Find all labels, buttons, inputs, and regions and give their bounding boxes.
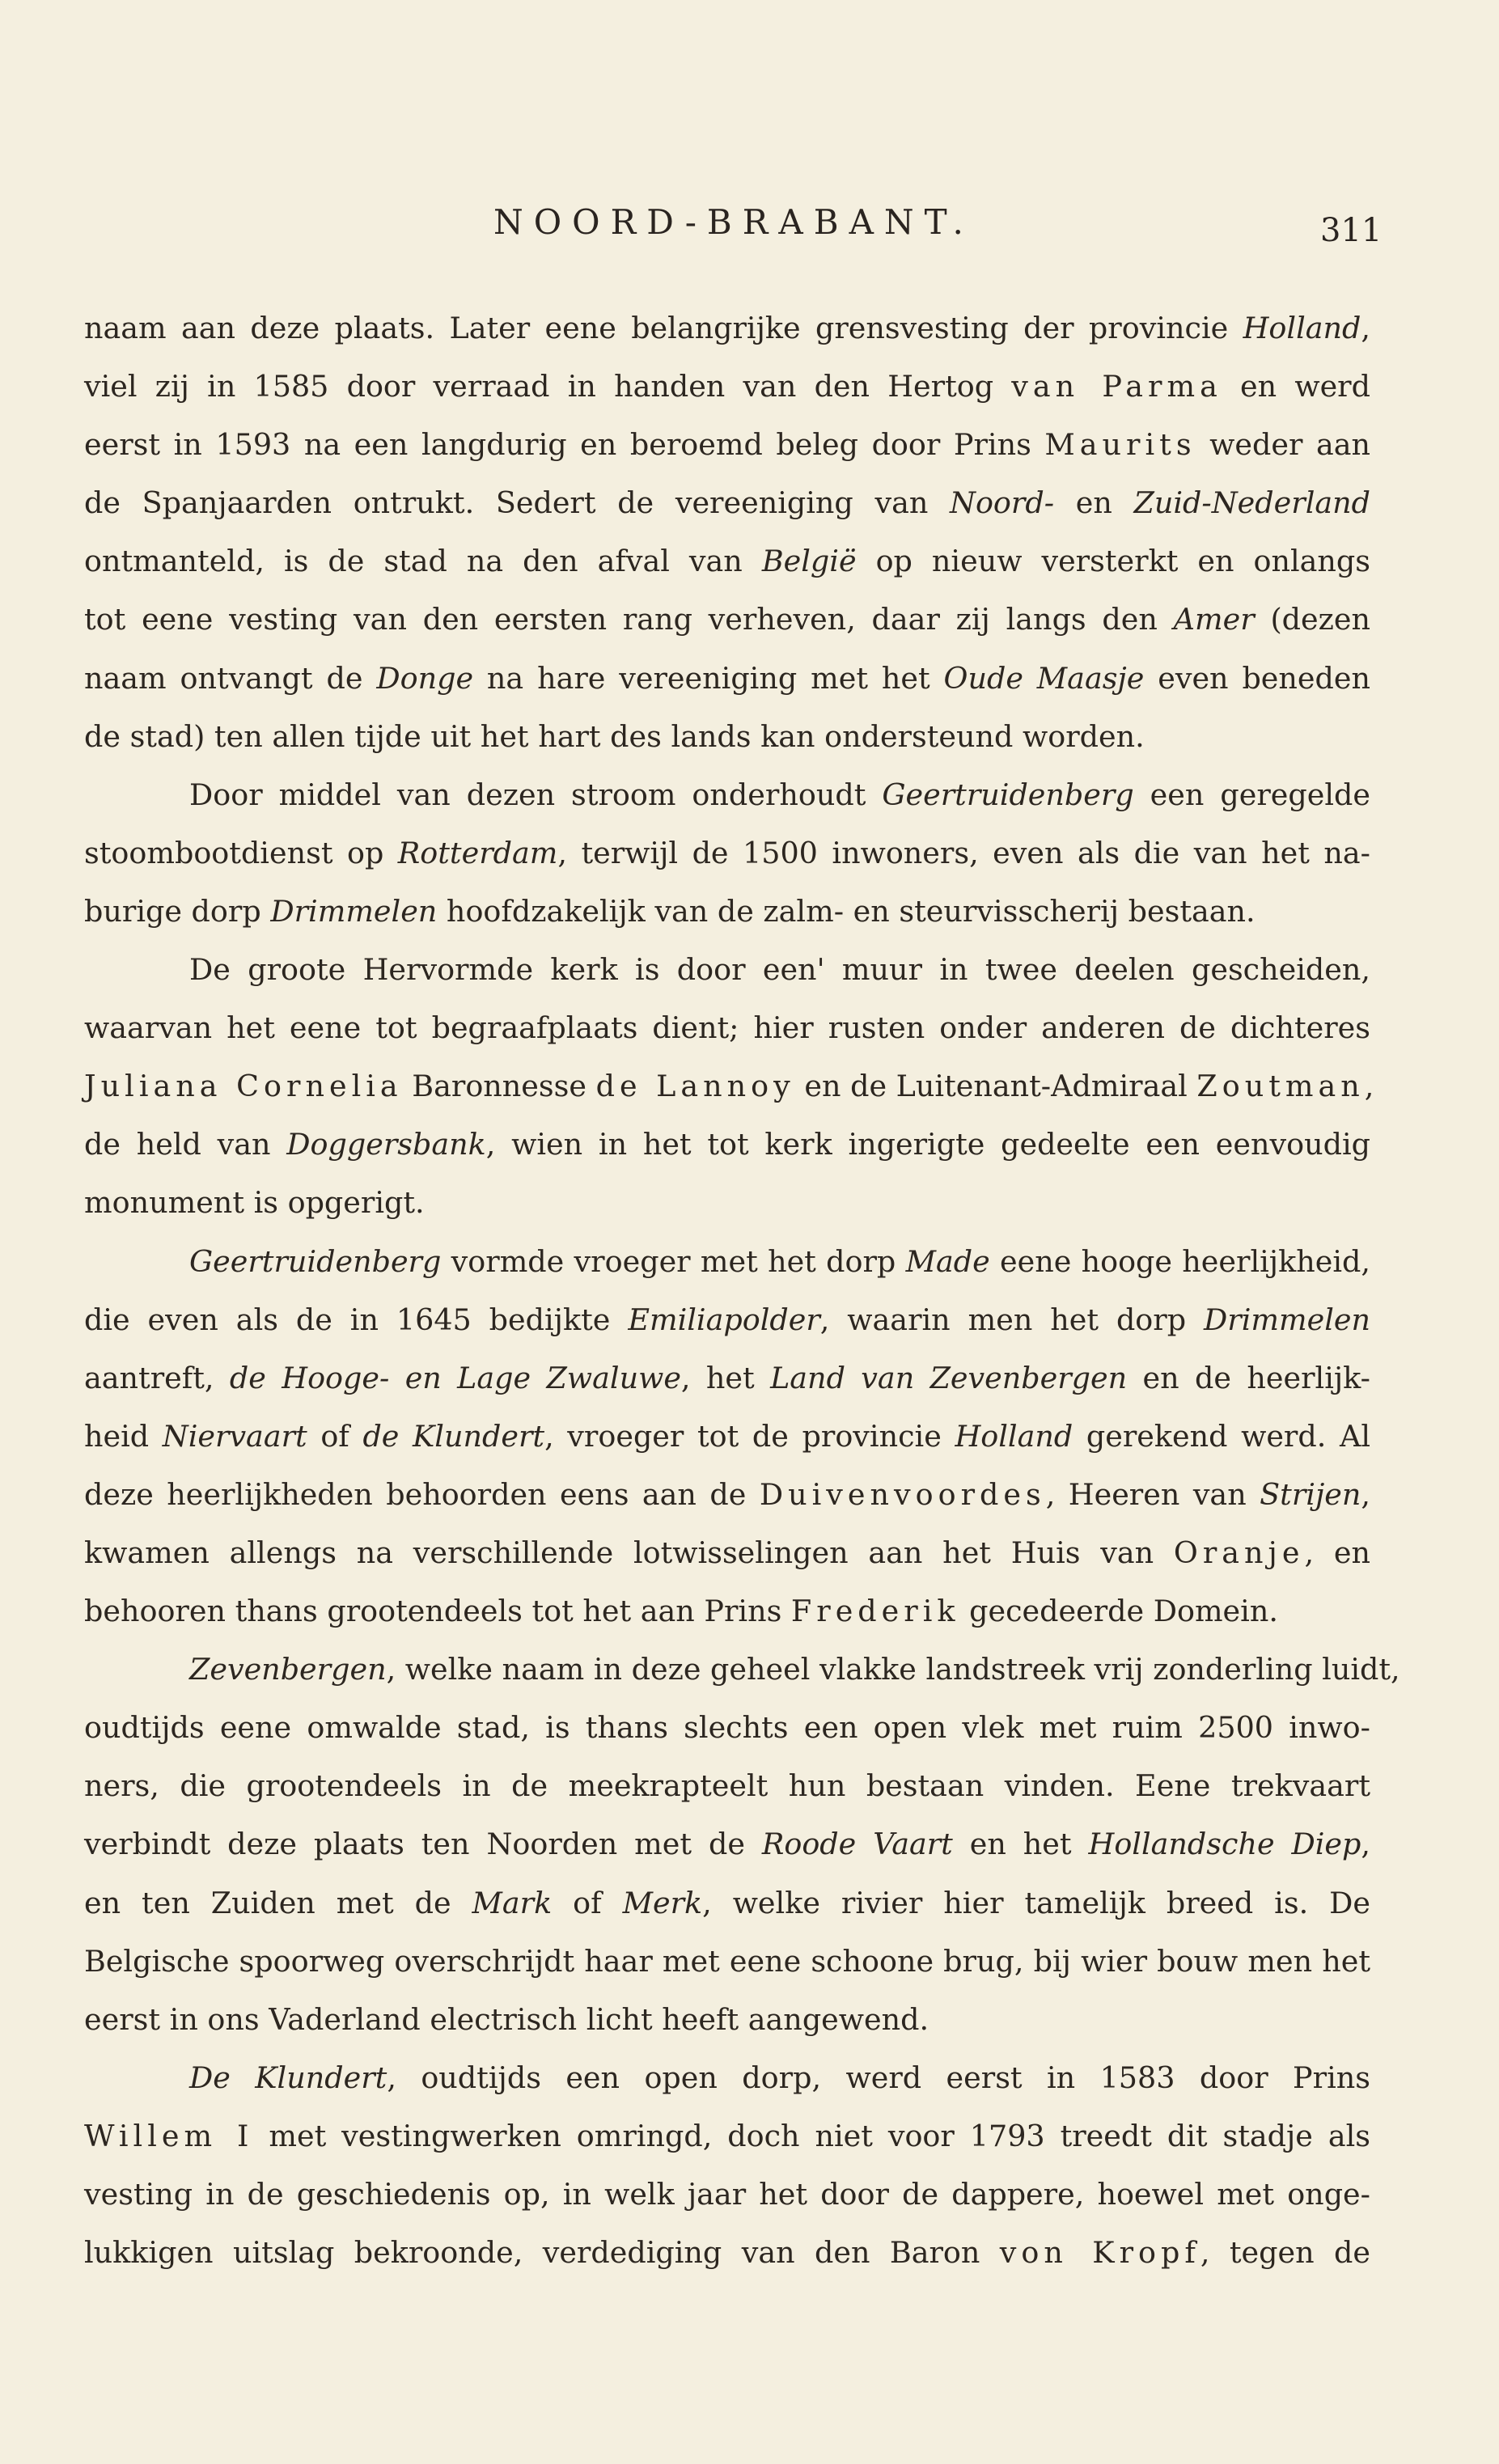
text-segment: , oudtijds een open dorp, werd eerst in 1583 door Prins	[387, 2060, 1370, 2095]
text-segment: , het	[680, 1360, 771, 1395]
spaced-proper-name: Frederik	[790, 1594, 960, 1629]
text-segment: en ten Zuiden met de	[84, 1885, 472, 1920]
italic-place-name: Roode Vaart	[761, 1827, 953, 1862]
text-segment: hoofdzakelijk van de zalm- en steurvisscherij bestaan.	[437, 893, 1256, 929]
italic-place-name: Oude Maasje	[943, 660, 1145, 696]
text-segment: burige dorp	[84, 893, 271, 929]
text-segment: , en	[1304, 1535, 1370, 1570]
text-line	[84, 1757, 1370, 1815]
text-line	[84, 2107, 1370, 2166]
text-line	[84, 1815, 1370, 1873]
text-segment: stoombootdienst op	[84, 835, 398, 870]
text-segment: Baronnesse	[402, 1069, 596, 1104]
text-segment: ontmanteld, is de stad na den afval van	[84, 544, 762, 579]
text-line	[84, 532, 1370, 591]
text-segment: tot eene vesting van den eersten rang verheven, daar zij langs den	[84, 602, 1174, 637]
text-segment: en	[1054, 485, 1134, 521]
text-line	[84, 1174, 1370, 1232]
text-line	[84, 1524, 1370, 1582]
italic-place-name: Geertruidenberg	[189, 1243, 442, 1279]
text-line	[84, 1057, 1374, 1116]
text-segment: op nieuw versterkt en onlangs	[856, 544, 1370, 579]
text-segment: of	[307, 1418, 363, 1454]
text-line	[84, 2224, 1370, 2282]
italic-place-name: Doggersbank	[286, 1127, 486, 1162]
text-line	[84, 708, 1370, 766]
italic-place-name: Holland	[955, 1418, 1073, 1454]
text-segment: monument is opgerigt.	[84, 1185, 425, 1221]
text-line	[84, 1874, 1370, 1933]
text-segment: aantreft,	[84, 1360, 230, 1395]
body-text	[84, 299, 1400, 2282]
italic-place-name: Noord-	[950, 485, 1055, 521]
spaced-proper-name: Duivenvoordes	[759, 1476, 1046, 1512]
text-segment: ners, die grootendeels in de meekrapteelt hun bestaan vinden. Eene trekvaart	[84, 1768, 1370, 1804]
text-segment: (dezen	[1254, 602, 1370, 637]
text-segment: weder aan	[1196, 427, 1370, 463]
text-line	[84, 2166, 1370, 2224]
text-segment: de Spanjaarden ontrukt. Sedert de vereeniging van	[84, 485, 951, 521]
italic-place-name: Made	[905, 1243, 990, 1279]
italic-place-name: de Klundert	[362, 1418, 545, 1454]
spaced-proper-name: von Kropf	[999, 2235, 1200, 2271]
text-segment: of	[552, 1885, 623, 1920]
text-segment: kwamen allengs na verschillende lotwisselingen aan het Huis van	[84, 1535, 1174, 1570]
text-line	[84, 824, 1370, 883]
italic-place-name: de Hooge- en Lage Zwaluwe	[229, 1360, 681, 1395]
text-segment: viel zij in 1585 door verraad in handen van den Hertog	[84, 369, 1012, 404]
text-segment: deze heerlijkheden behoorden eens aan de	[84, 1476, 760, 1512]
text-segment: gecedeerde Domein.	[959, 1594, 1278, 1629]
spaced-proper-name: Juliana Cornelia	[84, 1069, 403, 1104]
text-line	[84, 1349, 1370, 1408]
spaced-proper-name: Willem I	[84, 2118, 254, 2153]
text-segment: de held van	[84, 1127, 287, 1162]
italic-place-name: Rotterdam	[397, 835, 558, 870]
text-segment: en het	[952, 1827, 1089, 1862]
text-line	[84, 2049, 1370, 2107]
italic-place-name: Mark	[472, 1885, 553, 1920]
text-segment: oudtijds eene omwalde stad, is thans slechts een open vlek met ruim 2500 inwo-	[84, 1710, 1370, 1746]
text-line	[84, 1641, 1400, 1699]
text-line	[84, 766, 1370, 824]
text-segment: De groote Hervormde kerk is door een' muur in twee deelen gescheiden,	[189, 952, 1370, 988]
text-segment: ,	[1361, 311, 1370, 345]
text-line	[84, 1466, 1370, 1524]
text-line	[84, 1933, 1370, 1991]
text-line	[84, 650, 1370, 708]
spaced-proper-name: de Lannoy	[595, 1069, 795, 1104]
italic-place-name: Land van Zevenbergen	[770, 1360, 1128, 1395]
italic-place-name: Niervaart	[162, 1418, 307, 1454]
text-segment: , Heeren van	[1045, 1476, 1260, 1512]
text-line	[84, 299, 1370, 358]
text-segment: ,	[1361, 1827, 1370, 1862]
text-segment: die even als de in 1645 bedijkte	[84, 1302, 629, 1337]
text-segment: een geregelde	[1133, 777, 1370, 812]
text-line	[84, 1116, 1370, 1174]
text-line	[84, 358, 1370, 416]
text-segment: ,	[1361, 1476, 1371, 1512]
text-segment: , tegen de	[1200, 2235, 1370, 2271]
text-segment: met vestingwerken omringd, doch niet voor 1793 treedt dit stadje als	[253, 2118, 1370, 2153]
text-segment: lukkigen uitslag bekroonde, verdediging van den Baron	[84, 2235, 1000, 2271]
text-line	[84, 1291, 1370, 1349]
text-segment: en de Luitenant-Admiraal	[794, 1069, 1197, 1104]
spaced-proper-name: Oranje	[1173, 1535, 1305, 1570]
text-segment: behooren thans grootendeels tot het aan Prins	[84, 1594, 791, 1629]
text-segment: vormde vroeger met het dorp	[441, 1243, 906, 1279]
text-segment: en werd	[1222, 369, 1370, 404]
text-segment: eerst in ons Vaderland electrisch licht heeft aangewend.	[84, 2001, 929, 2037]
italic-place-name: Hollandsche Diep	[1088, 1827, 1361, 1862]
spaced-proper-name: Zoutman	[1196, 1069, 1365, 1104]
text-segment: de stad) ten allen tijde uit het hart des lands kan ondersteund worden.	[84, 718, 1145, 754]
italic-place-name: Zevenbergen	[189, 1652, 387, 1687]
text-segment: ,	[1364, 1069, 1374, 1104]
italic-place-name: Donge	[376, 660, 474, 696]
text-segment: Belgische spoorweg overschrijdt haar met eene schoone brug, bij wier bouw men het	[84, 1943, 1370, 1979]
page-number: 311	[1320, 212, 1383, 249]
text-segment: , vroeger tot de provincie	[544, 1418, 955, 1454]
text-segment: , wien in het tot kerk ingerigte gedeelte een eenvoudig	[485, 1127, 1370, 1162]
italic-place-name: Emiliapolder	[628, 1302, 820, 1337]
italic-place-name: De Klundert	[189, 2060, 387, 2095]
italic-place-name: Geertruidenberg	[882, 777, 1134, 812]
text-line	[84, 474, 1370, 532]
running-head: NOORD-BRABANT.	[493, 202, 974, 242]
text-line	[84, 416, 1370, 474]
text-segment: eene hooge heerlijkheid,	[989, 1243, 1370, 1279]
italic-place-name: Drimmelen	[1204, 1302, 1371, 1337]
italic-place-name: Amer	[1173, 602, 1255, 637]
text-line	[84, 1233, 1370, 1291]
italic-place-name: Drimmelen	[270, 893, 438, 929]
text-segment: , welke rivier hier tamelijk breed is. De	[702, 1885, 1370, 1920]
spaced-proper-name: van Parma	[1011, 369, 1222, 404]
text-segment: , terwijl de 1500 inwoners, even als die van het na-	[557, 835, 1370, 870]
spaced-proper-name: Maurits	[1044, 427, 1196, 463]
text-segment: na hare vereeniging met het	[473, 660, 944, 696]
text-segment: heid	[84, 1418, 163, 1454]
text-segment: vesting in de geschiedenis op, in welk jaar het door de dappere, hoewel met onge-	[84, 2177, 1370, 2212]
text-segment: verbindt deze plaats ten Noorden met de	[84, 1827, 762, 1862]
italic-place-name: België	[761, 544, 857, 579]
text-line	[84, 1408, 1370, 1466]
text-segment: waarvan het eene tot begraafplaats dient; hier rusten onder anderen de dichteres	[84, 1010, 1370, 1046]
italic-place-name: Strijen	[1260, 1476, 1361, 1512]
text-line	[84, 591, 1370, 649]
text-segment: , welke naam in deze geheel vlakke landstreek vrij zonderling luidt,	[386, 1652, 1400, 1687]
text-line	[84, 1991, 1370, 2049]
text-segment: naam ontvangt de	[84, 660, 377, 696]
text-line	[84, 1699, 1370, 1757]
text-segment: en de heerlijk-	[1127, 1360, 1370, 1395]
text-segment: naam aan deze plaats. Later eene belangrijke grensvesting der provincie	[84, 311, 1243, 345]
italic-place-name: Zuid-Nederland	[1133, 485, 1370, 521]
text-segment: eerst in 1593 na een langdurig en beroemd beleg door Prins	[84, 427, 1045, 463]
text-segment: even beneden	[1144, 660, 1370, 696]
italic-place-name: Holland	[1243, 311, 1361, 345]
page-header	[0, 202, 1499, 259]
text-segment: , waarin men het dorp	[819, 1302, 1205, 1337]
text-segment: gerekend werd. Al	[1073, 1418, 1370, 1454]
text-line	[84, 1582, 1370, 1641]
text-line	[84, 999, 1370, 1057]
italic-place-name: Merk	[622, 1885, 703, 1920]
text-segment: Door middel van dezen stroom onderhoudt	[189, 777, 883, 812]
text-line	[84, 941, 1370, 999]
text-line	[84, 883, 1370, 941]
